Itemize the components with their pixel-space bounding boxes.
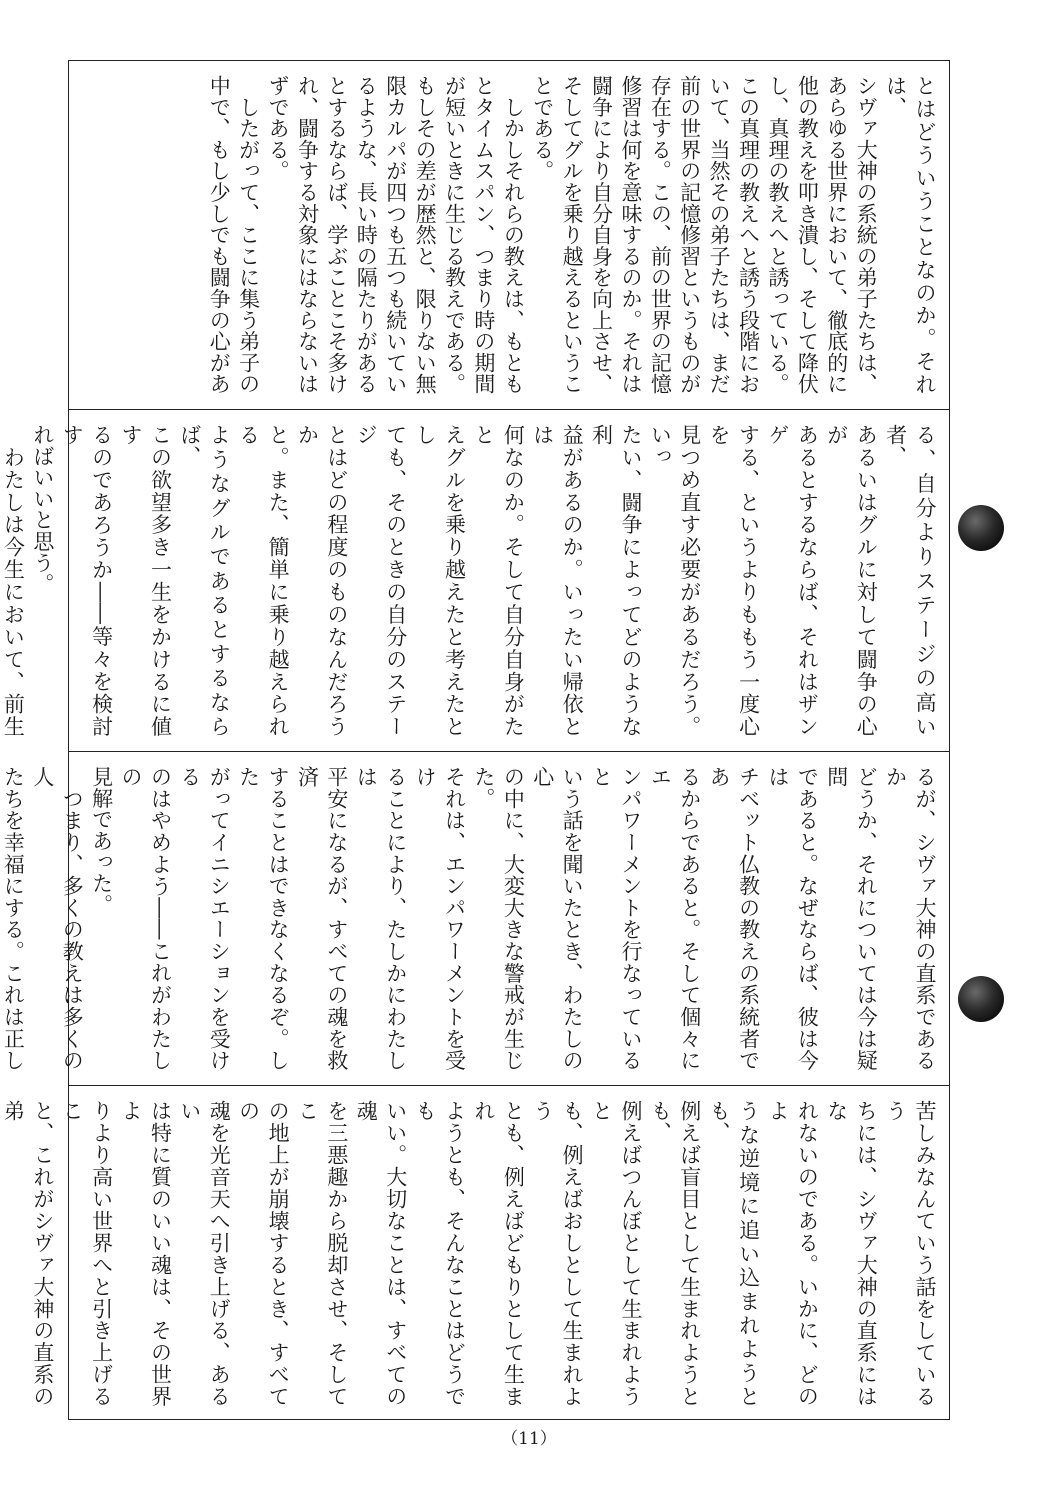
tier-4-text: 苦しみなんていう話をしているう ちには、シヴァ大神の直系にはな れないのである。いかに、どのよ うな逆境に追い込まれようとも、 例えば盲目として生まれようとも、 例えばつんぼとして生まれようと も、例えばおしとして生まれよう とも、例えばどもりとして生まれ ようとも、そんなことはどうでも いい。大切なことは、すべての魂 を三悪趣から脱却させ、そしてこ の地上が崩壊するとき、すべての 魂を光音天へ引き上げる、あるい は特に質のいい魂は、その世界よ りより高い世界へと引き上げるこ と、これがシヴァ大神の直系の弟: [1, 1100, 937, 1407]
tier-2-text: る、自分よりステージの高い者、 あるいはグルに対して闘争の心が あるとするならば、それはザンゲ する、というよりももう一度心を 見つめ直す必要があるだろう。いっ たい、闘争によってどのような利 益があるのか。いったい帰依とは 何なのか。そして自分自身がたと えグルを乗り越えたと考えたとし ても、そのときの自分のステージ とはどの程度のものなんだろうか と。また、簡単に乗り越えられる ようなグルであるとするならば、 この欲望多き一生をかけるに値す るのであろうか――等々を検討す ればいいと思う。 わたしは今生において、前生: [1, 424, 937, 737]
text-tier-3: [1, 751, 949, 1085]
text-tier-4: [1, 1085, 949, 1421]
page-number: （11）: [501, 1429, 557, 1449]
binder-hole-top: [958, 505, 1004, 551]
text-tier-1: [69, 61, 949, 409]
text-frame: [1, 60, 950, 1420]
binder-hole-bottom: [958, 976, 1004, 1022]
tier-3-text: るが、シヴァ大神の直系であるか どうか、それについては今は疑問 であると。なぜならば、彼は今は チベット仏教の教えの系統者であ るからであると。そして個々にエ ンパワーメントを行なっていると いう話を聞いたとき、わたしの心 の中に、大変大きな警戒が生じた。 それは、エンパワーメントを受け ることにより、たしかにわたしは 平安になるが、すべての魂を救済 することはできなくなるぞ。した がってイニシエーションを受ける のはやめよう――これがわたしの 見解であった。 つまり、多くの教えは多くの人 たちを幸福にする。これは正し: [1, 766, 937, 1071]
tier-1-text: とはどういうことなのか。それは、 シヴァ大神の系統の弟子たちは、 あらゆる世界において、徹底的に 他の教えを叩き潰し、そして降伏 し、真理の教えへと誘っている。 この真理の教えへと誘う段階にお いて、当然その弟子たちは、まだ 前の世界の記憶修習というものが 存在する。この、前の世界の記憶 修習は何を意味するのか。それは 闘争により自分自身を向上させ、 そしてグルを乗り越えるというこ とである。 しかしそれらの教えは、もとも とタイムスパン、つまり時の期間 が短いときに生じる教えである。 もしその差が歴然と、限りない無 限カルパが四つも五つも続いてい るような、長い時の隔たりがある とするならば、学ぶことこそ多け れ、闘争する対象にはならないは ずである。 したがって、ここに集う弟子の 中で、もし少しでも闘争の心があ: [207, 75, 937, 395]
text-tier-2: [1, 409, 949, 751]
